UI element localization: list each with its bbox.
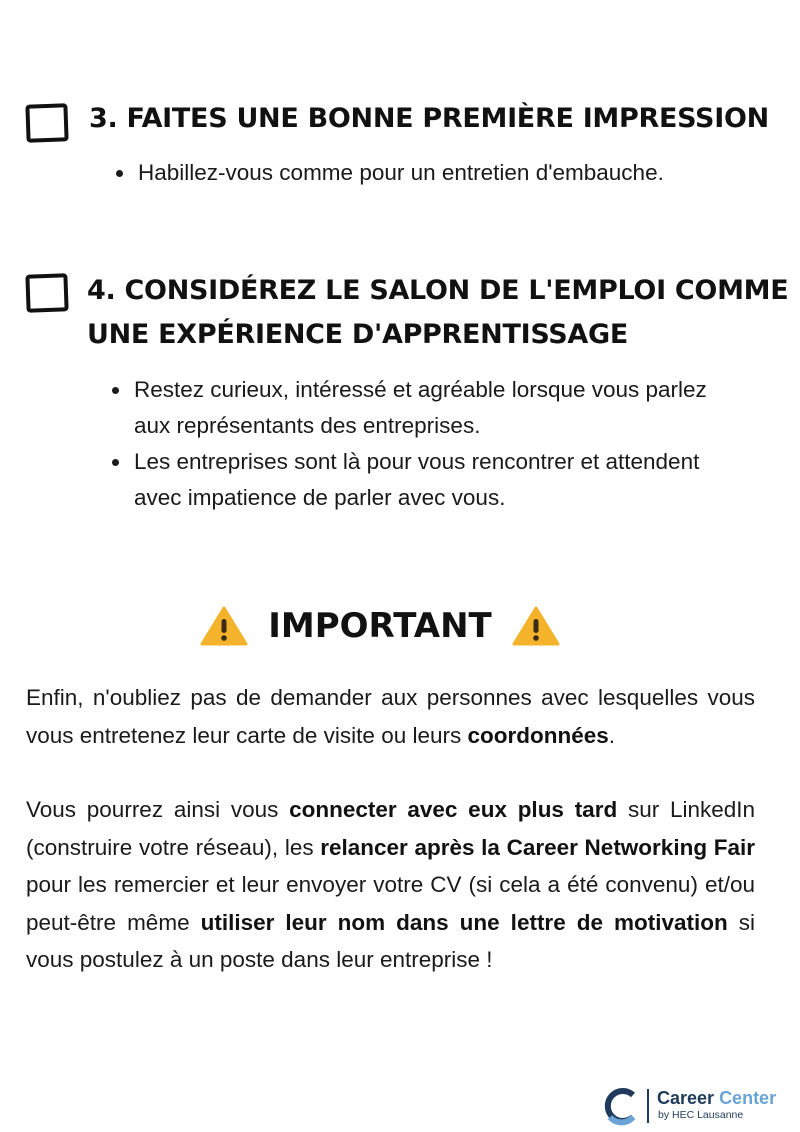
logo-name [657, 1088, 776, 1109]
paragraph-1-end: . [608, 722, 616, 748]
paragraph-2-bold: connecter avec eux plus tard [289, 797, 618, 822]
logo-divider [647, 1089, 649, 1123]
career-center-logo-icon [602, 1086, 642, 1126]
paragraph-2 [26, 791, 755, 979]
section-4-bullets [110, 372, 732, 516]
career-center-logo [602, 1084, 782, 1128]
paragraph-1 [26, 679, 755, 754]
checkbox-icon [25, 273, 68, 312]
section-3-title: 3. FAITES UNE BONNE PREMIÈRE IMPRESSION [89, 103, 769, 134]
paragraph-2-text: Vous pourrez ainsi vous [26, 797, 290, 822]
section-4-title-line-1: 4. CONSIDÉREZ LE SALON DE L'EMPLOI COMME [87, 275, 789, 306]
paragraph-2-text: si vous postulez à un poste dans leur entreprise ! [26, 909, 755, 972]
list-item: • Habillez-vous comme pour un entretien d'embauche. [136, 155, 786, 191]
section-4-title [87, 269, 788, 357]
logo-name-part-2: Center [719, 1088, 777, 1108]
important-banner [0, 598, 760, 654]
warning-icon [512, 605, 560, 647]
paragraph-2-bold: relancer après la Career Networking Fair [320, 834, 755, 860]
section-4-title-line-2: UNE EXPÉRIENCE D'APPRENTISSAGE [87, 319, 629, 350]
list-item: • Restez curieux, intéressé et agréable lorsque vous parlez aux représentants des entreprises. [132, 372, 732, 444]
paragraph-2-text: pour les remercier et leur envoyer votre CV (si cela a été convenu) et/ou peut-être même [26, 872, 755, 935]
logo-subtitle: by HEC Lausanne [658, 1109, 744, 1121]
paragraph-2-text: sur LinkedIn (construire votre réseau), les [26, 797, 756, 860]
warning-icon [200, 605, 248, 647]
paragraph-1-text: Enfin, n'oubliez pas de demander aux personnes avec lesquelles vous vous entretenez leur carte de visite ou leurs [26, 685, 755, 748]
checkbox-icon [25, 103, 68, 142]
list-item: • Les entreprises sont là pour vous rencontrer et attendent avec impatience de parler avec vous. [132, 444, 732, 516]
paragraph-1-bold: coordonnées [467, 722, 609, 748]
paragraph-2-bold: utiliser leur nom dans une lettre de motivation [200, 909, 728, 935]
section-3-bullets [114, 155, 786, 191]
logo-name-part-1: Career [657, 1088, 715, 1108]
important-title: IMPORTANT [268, 606, 492, 646]
